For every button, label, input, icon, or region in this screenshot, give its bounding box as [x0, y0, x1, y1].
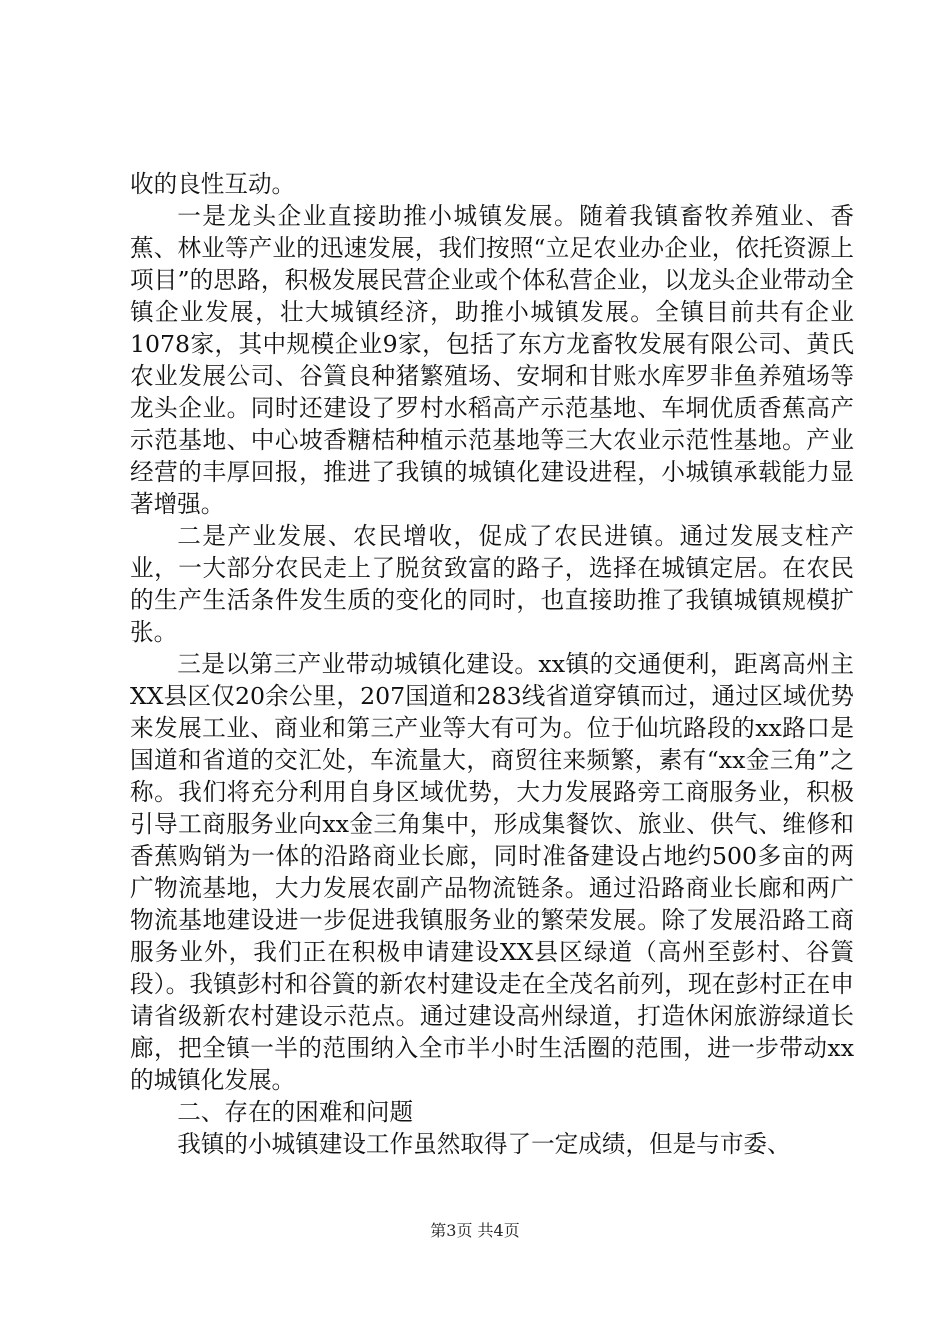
paragraph: 一是龙头企业直接助推小城镇发展。随着我镇畜牧养殖业、香蕉、林业等产业的迅速发展，我们按照“立足农业办企业，依托资源上项目”的思路，积极发展民营企业或个体私营企业，以龙头企业带动全镇企业发展，壮大城镇经济，助推小城镇发展。全镇目前共有企业1078家，其中规模企业9家，包括了东方龙畜牧发展有限公司、黄氏农业发展公司、谷篢良种猪繁殖场、安垌和甘账水库罗非鱼养殖场等龙头企业。同时还建设了罗村水稻高产示范基地、车垌优质香蕉高产示范基地、中心坡香糖桔种植示范基地等三大农业示范性基地。产业经营的丰厚回报，推进了我镇的城镇化建设进程，小城镇承载能力显著增强。: [130, 202, 854, 518]
paragraph: 收的良性互动。: [130, 170, 296, 198]
paragraph: 三是以第三产业带动城镇化建设。xx镇的交通便利，距离高州主XX县区仅20余公里，207国道和283线省道穿镇而过，通过区域优势来发展工业、商业和第三产业等大有可为。位于仙坑路段的xx路口是国道和省道的交汇处，车流量大，商贸往来频繁，素有“xx金三角”之称。我们将充分利用自身区域优势，大力发展路旁工商服务业，积极引导工商服务业向xx金三角集中，形成集餐饮、旅业、供气、维修和香蕉购销为一体的沿路商业长廊，同时准备建设占地约500多亩的两广物流基地，大力发展农副产品物流链条。通过沿路商业长廊和两广物流基地建设进一步促进我镇服务业的繁荣发展。除了发展沿路工商服务业外，我们正在积极申请建设XX县区绿道（高州至彭村、谷篢段）。我镇彭村和谷篢的新农村建设走在全茂名前列，现在彭村正在申请省级新农村建设示范点。通过建设高州绿道，打造休闲旅游绿道长廊，把全镇一半的范围纳入全市半小时生活圈的范围，进一步带动xx的城镇化发展。: [130, 650, 854, 1094]
paragraph: 二、存在的困难和问题: [177, 1098, 414, 1126]
paragraph: 二是产业发展、农民增收，促成了农民进镇。通过发展支柱产业，一大部分农民走上了脱贫致富的路子，选择在城镇定居。在农民的生产生活条件发生质的变化的同时，也直接助推了我镇城镇规模扩张。: [130, 522, 854, 646]
document-body: [130, 168, 854, 1160]
page-footer: 第3页 共4页: [430, 1221, 520, 1240]
paragraph: 我镇的小城镇建设工作虽然取得了一定成绩，但是与市委、: [177, 1130, 791, 1158]
